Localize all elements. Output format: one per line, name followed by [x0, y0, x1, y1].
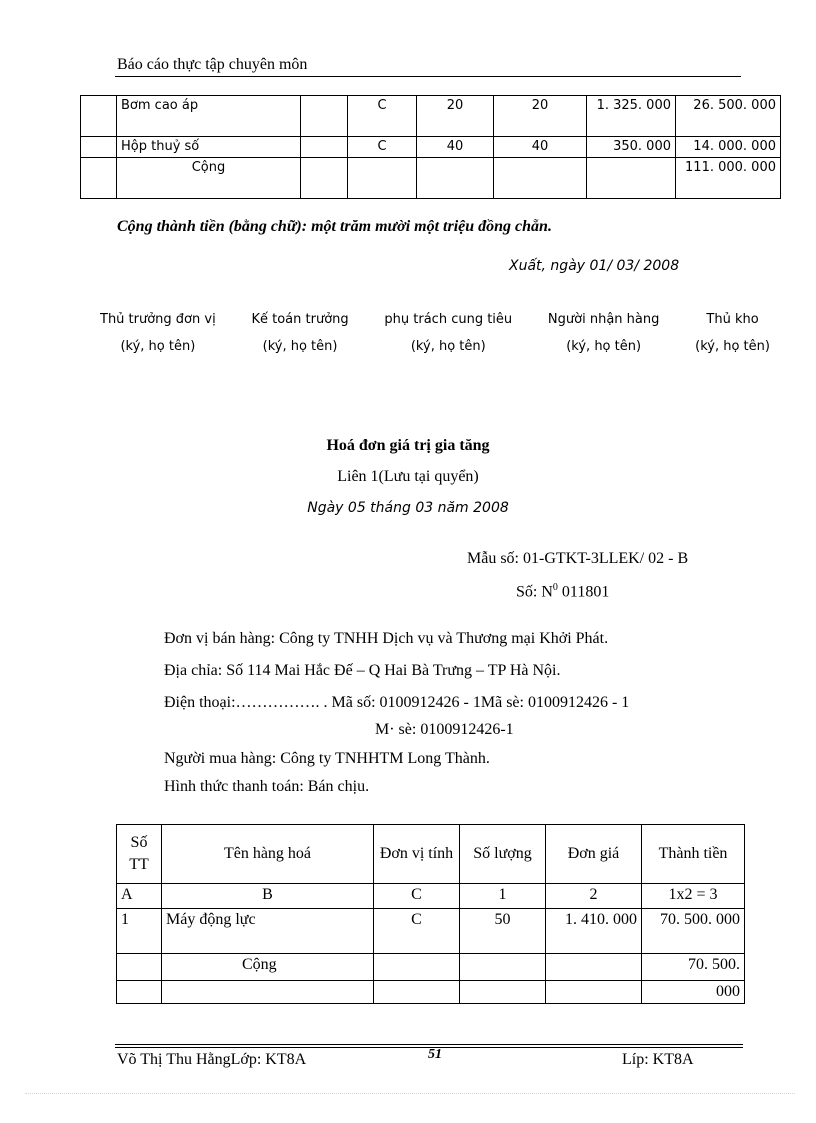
- buyer-line: Người mua hàng: Công ty TNHHTM Long Thành.: [164, 750, 490, 767]
- table-row: 000: [117, 981, 745, 1004]
- signature-row: [100, 306, 770, 360]
- table-row: Bơm cao áp C 20 20 1. 325. 000 26. 500. 000: [81, 96, 781, 137]
- table-row: 1 Máy động lực C 50 1. 410. 000 70. 500. 000: [117, 909, 745, 954]
- phone-line: Điện thoại:……………. . Mã số: 0100912426 - 1Mã sè: 0100912426 - 1: [164, 694, 630, 711]
- tax-code-line: M· sè: 0100912426-1: [375, 721, 514, 738]
- signature-block: Thủ kho (ký, họ tên): [695, 312, 770, 354]
- header-divider: [115, 76, 741, 77]
- export-date: Xuất, ngày 01/ 03/ 2008: [509, 258, 680, 274]
- footer-author: Võ Thị Thu HằngLớp: KT8A: [117, 1051, 307, 1068]
- serial-number: Số: $N^0$ 011801: [516, 582, 610, 601]
- page-number: 51: [428, 1047, 442, 1062]
- invoice-date: Ngày 05 tháng 03 năm 2008: [307, 500, 509, 516]
- invoice-copy-label: Liên 1(Lưu tại quyển): [337, 468, 479, 485]
- footer-divider: [115, 1044, 743, 1045]
- amount-in-words: Cộng thành tiền (bằng chữ): một trăm mười một triệu đồng chẵn.: [117, 218, 552, 235]
- page-header-title: Báo cáo thực tập chuyên môn: [117, 56, 308, 73]
- signature-block: Người nhận hàng (ký, họ tên): [547, 312, 660, 354]
- address-line: Địa chỉa: Số 114 Mai Hắc Đế – Q Hai Bà Trưng – TP Hà Nội.: [164, 662, 561, 679]
- table-row: A B C 1 2 1x2 = 3: [117, 884, 745, 909]
- signature-block: Kế toán trưởng (ký, họ tên): [251, 312, 349, 354]
- footer-class: Líp: KT8A: [622, 1051, 694, 1068]
- signature-block: Thủ trưởng đơn vị (ký, họ tên): [100, 312, 216, 354]
- goods-table-continued: [80, 95, 781, 199]
- table-total-row: Cộng 70. 500.: [117, 954, 745, 981]
- invoice-title: Hoá đơn giá trị gia tăng: [326, 437, 490, 454]
- invoice-table: [116, 824, 745, 1004]
- seller-line: Đơn vị bán hàng: Công ty TNHH Dịch vụ và Thương mại Khởi Phát.: [164, 630, 609, 647]
- table-row: Hộp thuỷ số C 40 40 350. 000 14. 000. 000: [81, 137, 781, 158]
- form-number: Mẫu số: 01-GTKT-3LLEK/ 02 - B: [467, 550, 689, 567]
- table-total-row: Cộng 111. 000. 000: [81, 158, 781, 199]
- table-header-row: Số TT Tên hàng hoá Đơn vị tính Số lượng Đơn giá Thành tiền: [117, 825, 745, 884]
- payment-line: Hình thức thanh toán: Bán chịu.: [164, 778, 370, 795]
- signature-block: phụ trách cung tiêu (ký, họ tên): [384, 312, 513, 354]
- page-bottom-dotted-line: [25, 1093, 795, 1094]
